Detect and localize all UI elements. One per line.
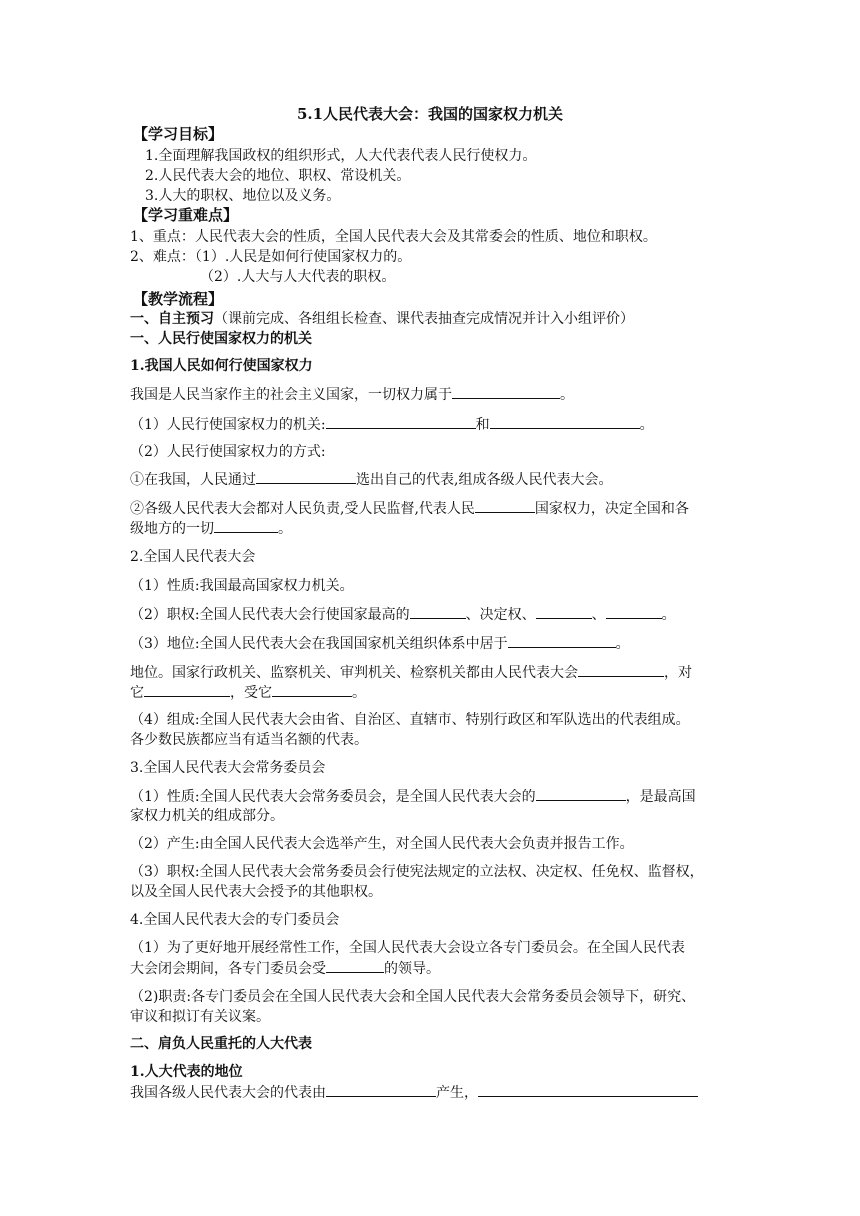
heading-5: 1.人大代表的地位 [130, 1064, 243, 1080]
para-2 [130, 414, 740, 435]
para-11b: 家权力机关的组成部分。 [130, 808, 284, 824]
blank-6[interactable] [214, 518, 278, 533]
para-15a: （2)职责:各专门委员会在全国人民代表大会和全国人民代表大会常务委员会领导下，研究、 [130, 989, 696, 1005]
para-5b [130, 518, 740, 539]
goals-heading: 【学习目标】 [133, 125, 224, 143]
para-15b: 审议和拟订有关议案。 [130, 1009, 270, 1025]
blank-11[interactable] [578, 662, 664, 677]
heading-3: 3.全国人民代表大会常务委员会 [130, 760, 326, 776]
blank-8[interactable] [536, 604, 592, 619]
blank-12[interactable] [144, 682, 230, 697]
para-13a: （3）职权:全国人民代表大会常务委员会行使宪法规定的立法权、决定权、任免权、监督权， [130, 864, 704, 880]
para-10b: 各少数民族都应当有适当名额的代表。 [130, 732, 368, 748]
para-5-text: ②各级人民代表大会都对人民负责,受人民监督,代表人民 [130, 501, 475, 517]
blank-5[interactable] [475, 498, 535, 513]
para-9a [130, 662, 740, 683]
para-5a [130, 498, 740, 519]
goal-3: 3.人大的职权、地位以及义务。 [145, 188, 341, 204]
para-9-it: 它 [130, 685, 144, 701]
para-1-text: 我国是人民当家作主的社会主义国家，一切权力属于 [130, 387, 452, 403]
para-4 [130, 469, 740, 490]
para-16 [130, 1082, 740, 1103]
section2-title: 二、肩负人民重托的人大代表 [130, 1036, 312, 1052]
para-8-end: 。 [615, 636, 630, 652]
para-5-rest: 国家权力，决定全国和各 [534, 501, 689, 517]
para-14b [130, 958, 740, 979]
para-13b: 以及全国人民代表大会授予的其他职权。 [130, 884, 382, 900]
para-9-text: 地位。国家行政机关、监察机关、审判机关、检察机关都由人民代表大会 [130, 665, 578, 681]
para-1 [130, 384, 740, 405]
key-point-1: 1、重点：人民代表大会的性质，全国人民代表大会及其常委会的性质、地位和职权。 [130, 229, 657, 245]
blank-13[interactable] [272, 682, 352, 697]
para-2-end: 。 [639, 417, 654, 433]
blank-14[interactable] [536, 786, 626, 801]
heading-2: 2.全国人民代表大会 [130, 549, 256, 565]
document-title: 5.1人民代表大会：我国的国家权力机关 [296, 105, 564, 123]
heading-4: 4.全国人民代表大会的专门委员会 [130, 912, 340, 928]
blank-17[interactable] [478, 1082, 698, 1097]
para-5-cont: 级地方的一切 [130, 521, 214, 537]
para-16-text: 我国各级人民代表大会的代表由 [130, 1085, 326, 1101]
blank-1[interactable] [452, 384, 560, 399]
para-2-and: 和 [475, 417, 490, 433]
para-16-rest: 产生， [436, 1085, 478, 1101]
blank-4[interactable] [256, 469, 356, 484]
section1-subtitle: 一、人民行使国家权力的机关 [130, 331, 312, 347]
key-point-2: 2、难点：（1）.人民是如何行使国家权力的。 [130, 249, 412, 265]
para-12: （2）产生:由全国人民代表大会选举产生，对全国人民代表大会负责并报告工作。 [130, 836, 634, 852]
para-8-text: （3）地位:全国人民代表大会在我国国家机关组织体系中居于 [130, 636, 508, 652]
para-4-rest: 选出自己的代表,组成各级人民代表大会。 [356, 472, 613, 488]
blank-15[interactable] [326, 958, 384, 973]
heading-1: 1.我国人民如何行使国家权力 [130, 358, 313, 374]
para-10a: （4）组成:全国人民代表大会由省、自治区、直辖市、特别行政区和军队选出的代表组成。 [130, 712, 690, 728]
flow-heading: 【教学流程】 [133, 290, 224, 308]
key-points-heading: 【学习重难点】 [133, 206, 239, 224]
para-14-text: 大会闭会期间，各专门委员会受 [130, 961, 326, 977]
blank-9[interactable] [606, 604, 662, 619]
para-7-mid: 、决定权、 [465, 607, 536, 623]
para-5-end: 。 [278, 521, 292, 537]
para-11-rest: ，是最高国 [625, 789, 696, 805]
section1-title: 一、自主预习 [130, 311, 214, 327]
para-7-end: 。 [661, 607, 676, 623]
para-4-text: ①在我国，人民通过 [130, 472, 256, 488]
para-9-rest: ，受它 [230, 685, 272, 701]
para-14-end: 的领导。 [384, 961, 440, 977]
para-2-text: （1）人民行使国家权力的机关: [130, 417, 326, 433]
section1-heading [130, 309, 740, 329]
goal-2: 2.人民代表大会的地位、职权、常设机关。 [145, 168, 411, 184]
para-1-end: 。 [560, 387, 574, 403]
blank-16[interactable] [326, 1082, 436, 1097]
para-11-text: （1）性质:全国人民代表大会常务委员会，是全国人民代表大会的 [130, 789, 536, 805]
para-7-text: （2）职权:全国人民代表大会行使国家最高的 [130, 607, 410, 623]
goal-1: 1.全面理解我国政权的组织形式，人大代表代表人民行使权力。 [145, 148, 537, 164]
para-6: （1）性质:我国最高国家权力机关。 [130, 578, 354, 594]
blank-2[interactable] [326, 414, 476, 429]
para-7 [130, 604, 740, 625]
blank-7[interactable] [410, 604, 466, 619]
para-3: （2）人民行使国家权力的方式: [130, 444, 326, 460]
para-9-end: 。 [352, 685, 366, 701]
blank-3[interactable] [490, 414, 640, 429]
blank-10[interactable] [508, 633, 616, 648]
key-point-3: （2）.人大与人大代表的职权。 [200, 269, 396, 285]
para-11a [130, 786, 740, 807]
para-9-mid: ，对 [664, 665, 692, 681]
para-14a: （1）为了更好地开展经常性工作，全国人民代表大会设立各专门委员会。在全国人民代表 [130, 940, 685, 956]
para-7-sep: 、 [591, 607, 606, 623]
section1-note: （课前完成、各组组长检查、课代表抽查完成情况并计入小组评价） [214, 311, 634, 327]
para-9b [130, 682, 740, 703]
para-8 [130, 633, 740, 654]
